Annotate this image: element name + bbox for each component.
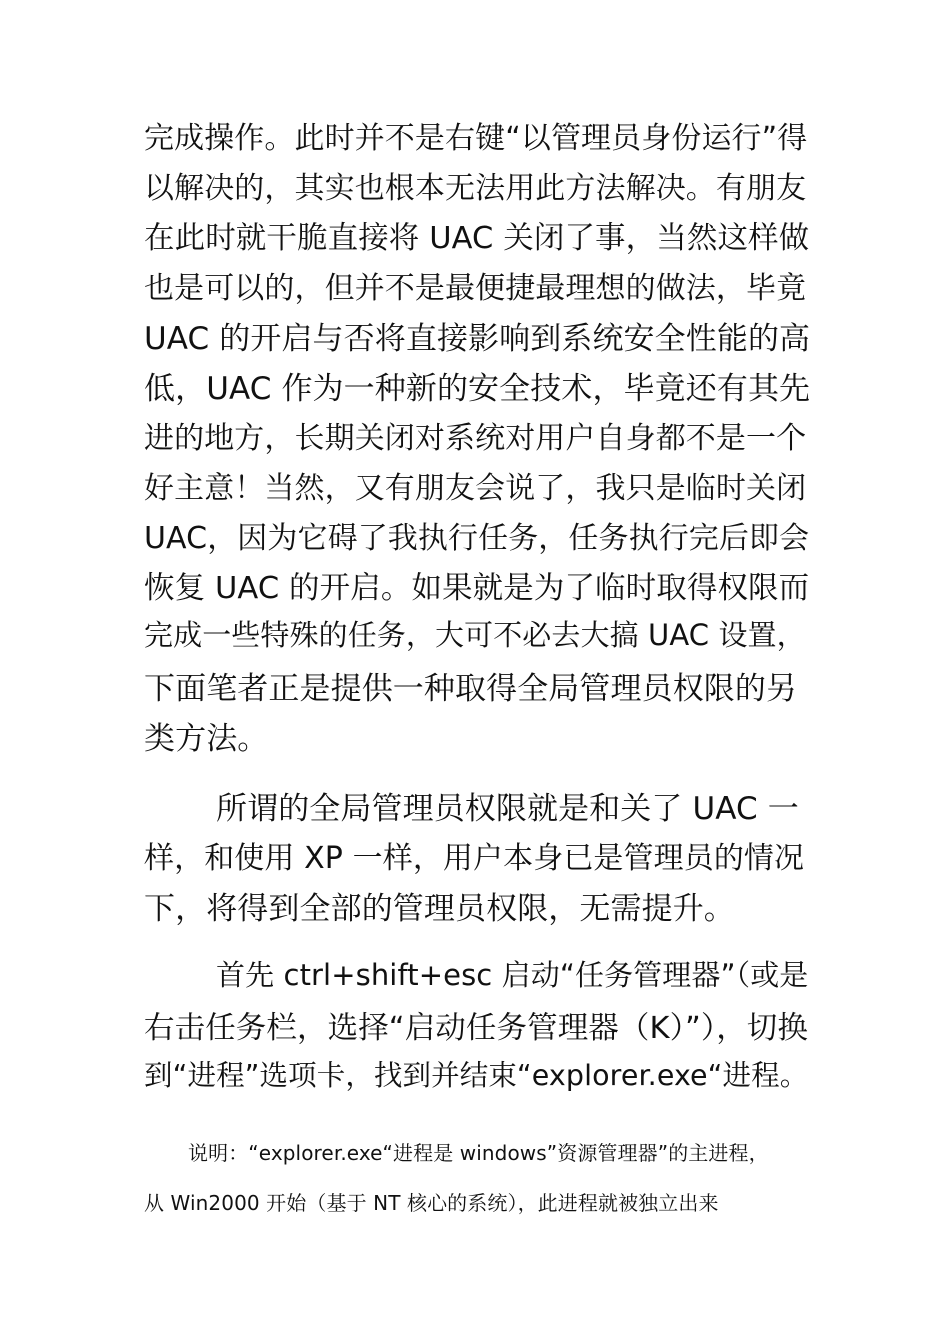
paragraph-2-line-3: 下，将得到全部的管理员权限，无需提升。	[144, 891, 735, 927]
paragraph-2-line-1: 所谓的全局管理员权限就是和关了 UAC 一	[216, 791, 799, 827]
paragraph-1-line-12: 下面笔者正是提供一种取得全局管理员权限的另	[144, 671, 798, 707]
paragraph-1-line-8: 好主意！当然，又有朋友会说了，我只是临时关闭	[144, 471, 807, 506]
paragraph-1-line-5: UAC 的开启与否将直接影响到系统安全性能的高	[144, 321, 811, 357]
paragraph-1-line-4: 也是可以的，但并不是最便捷最理想的做法，毕竟	[144, 271, 807, 306]
paragraph-1-line-7: 进的地方，长期关闭对系统对用户自身都不是一个	[144, 421, 807, 456]
paragraph-1-line-9: UAC，因为它碍了我执行任务，任务执行完后即会	[144, 521, 810, 556]
paragraph-3-line-3: 到“进程”选项卡，找到并结束“explorer.exe“进程。	[144, 1059, 809, 1092]
paragraph-1-line-13: 类方法。	[144, 721, 269, 757]
paragraph-1-line-3: 在此时就干脆直接将 UAC 关闭了事，当然这样做	[144, 221, 810, 256]
paragraph-1-line-11: 完成一些特殊的任务，大可不必去大搞 UAC 设置，	[144, 618, 806, 652]
paragraph-1-line-2: 以解决的，其实也根本无法用此方法解决。有朋友	[144, 171, 807, 206]
note-line-2: 从 Win2000 开始（基于 NT 核心的系统），此进程就被独立出来	[144, 1191, 719, 1215]
note-line-1: 说明：“explorer.exe“进程是 windows”资源管理器”的主进程，	[188, 1141, 769, 1165]
paragraph-3-line-2: 右击任务栏，选择“启动任务管理器（K）”），切换	[144, 1011, 809, 1046]
paragraph-2-line-2: 样，和使用 XP 一样，用户本身已是管理员的情况	[144, 841, 805, 876]
paragraph-1-line-6: 低，UAC 作为一种新的安全技术，毕竟还有其先	[144, 371, 811, 407]
paragraph-3-line-1: 首先 ctrl+shift+esc 启动“任务管理器”（或是	[216, 958, 809, 992]
paragraph-1-line-10: 恢复 UAC 的开启。如果就是为了临时取得权限而	[144, 571, 810, 606]
paragraph-1-line-1: 完成操作。此时并不是右键“以管理员身份运行”得	[144, 121, 808, 156]
